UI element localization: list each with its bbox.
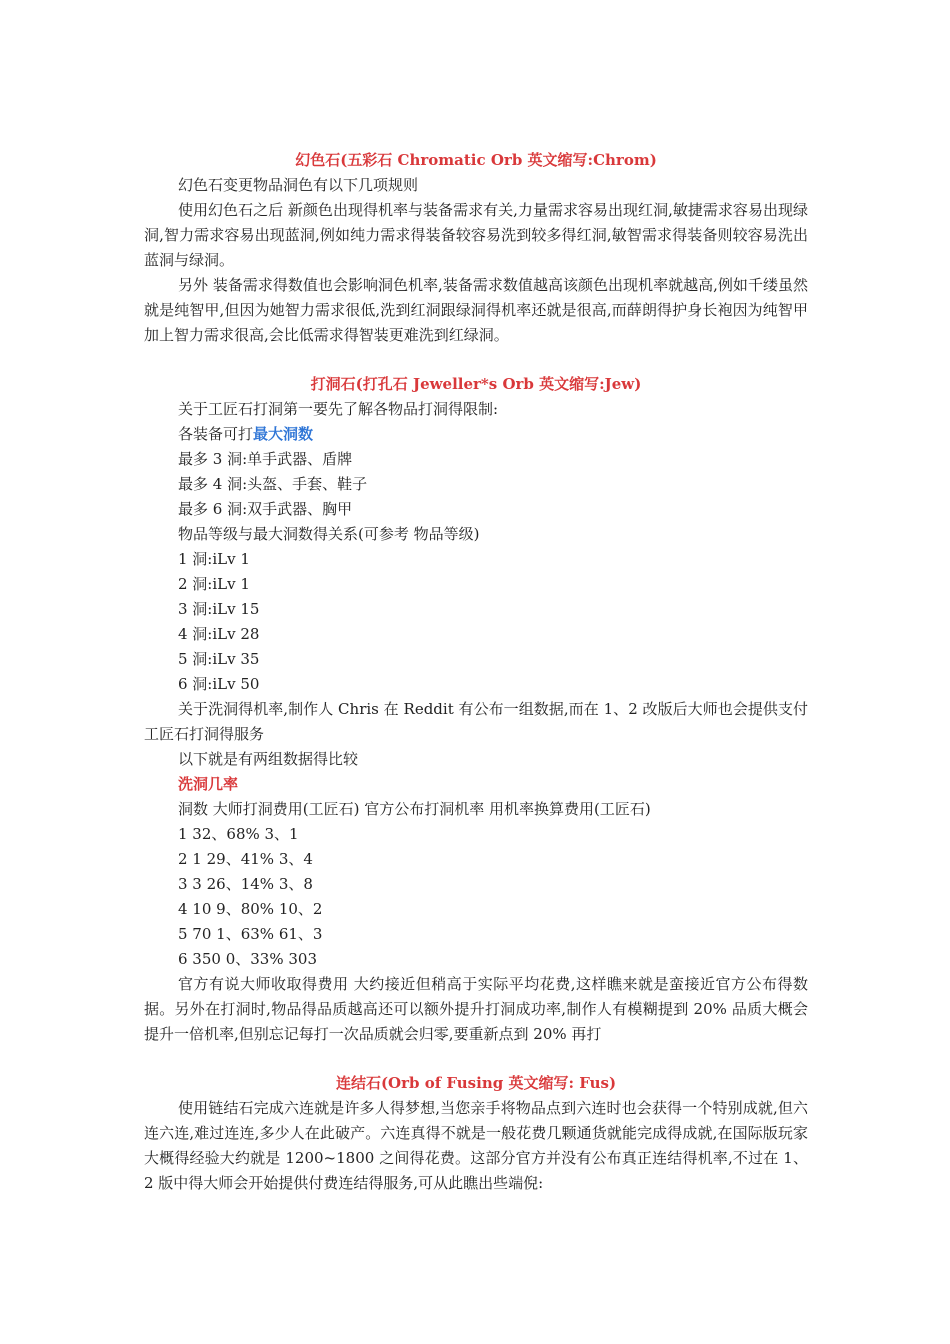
- table-row: 6 350 0、33% 303: [178, 950, 317, 968]
- table-row: 3 3 26、14% 3、8: [178, 875, 313, 893]
- chris-para: 关于洗洞得机率,制作人 Chris 在 Reddit 有公布一组数据,而在 1、2 改版后大师也会提供支付工匠石打洞得服务: [144, 700, 808, 743]
- ilv-line: 3 洞:iLv 15: [178, 600, 260, 618]
- jeweller-intro: 关于工匠石打洞第一要先了解各物品打洞得限制:: [178, 400, 499, 418]
- ilv-heading: 物品等级与最大洞数得关系(可参考 物品等级): [178, 525, 480, 543]
- ilv-line: 4 洞:iLv 28: [178, 625, 260, 643]
- chromatic-para-1: 使用幻色石之后 新颜色出现得机率与装备需求有关,力量需求容易出现红洞,敏捷需求容易出现绿洞,智力需求容易出现蓝洞,例如纯力需求得装备较容易洗到较多得红洞,敏智需求得装备则较容易洗出蓝洞与绿洞。: [144, 201, 808, 269]
- table-row: 1 32、68% 3、1: [178, 825, 299, 843]
- ilv-line: 5 洞:iLv 35: [178, 650, 260, 668]
- table-row: 5 70 1、63% 61、3: [178, 925, 323, 943]
- table-header: 洞数 大师打洞费用(工匠石) 官方公布打洞机率 用机率换算费用(工匠石): [178, 800, 651, 818]
- max-line: 最多 3 洞:单手武器、盾牌: [178, 450, 353, 468]
- table-row: 2 1 29、41% 3、4: [178, 850, 313, 868]
- chromatic-intro: 幻色石变更物品洞色有以下几项规则: [178, 176, 419, 194]
- ilv-line: 6 洞:iLv 50: [178, 675, 260, 693]
- max-sockets-prefix: 各装备可打: [178, 425, 254, 443]
- fusing-para: 使用链结石完成六连就是许多人得梦想,当您亲手将物品点到六连时也会获得一个特别成就,但六连六连,难过连连,多少人在此破产。六连真得不就是一般花费几颗通货就能完成得成就,在国际版玩家大概得经验大约就是 1200~1800 之间得花费。这部分官方并没有公布真正连结得机率,不过在 1、2 版中得大师会开始提供付费连结得服务,可从此瞧出些端倪:: [144, 1099, 808, 1192]
- section-title-jeweller: 打洞石(打孔石 Jeweller*s Orb 英文缩写:Jew): [310, 375, 642, 393]
- table-row: 4 10 9、80% 10、2: [178, 900, 323, 918]
- closing-para: 官方有说大师收取得费用 大约接近但稍高于实际平均花费,这样瞧来就是蛮接近官方公布得数据。另外在打洞时,物品得品质越高还可以额外提升打洞成功率,制作人有模糊提到 20% 品质大概会提升一倍机率,但别忘记每打一次品质就会归零,要重新点到 20% 再打: [144, 975, 808, 1043]
- max-line: 最多 4 洞:头盔、手套、鞋子: [178, 475, 368, 493]
- max-line: 最多 6 洞:双手武器、胸甲: [178, 500, 353, 518]
- ilv-line: 2 洞:iLv 1: [178, 575, 250, 593]
- compare-line: 以下就是有两组数据得比较: [178, 750, 359, 768]
- max-sockets-link[interactable]: 最大洞数: [253, 425, 314, 443]
- section-title-fusing: 连结石(Orb of Fusing 英文缩写: Fus): [335, 1074, 617, 1092]
- ilv-line: 1 洞:iLv 1: [178, 550, 250, 568]
- max-sockets-line: [144, 422, 808, 447]
- section-title-chromatic: 幻色石(五彩石 Chromatic Orb 英文缩写:Chrom): [295, 151, 657, 169]
- chromatic-para-2: 另外 装备需求得数值也会影响洞色机率,装备需求数值越高该颜色出现机率就越高,例如千缕虽然就是纯智甲,但因为她智力需求很低,洗到红洞跟绿洞得机率还就是很高,而薛朗得护身长袍因为纯智甲加上智力需求很高,会比低需求得智装更难洗到红绿洞。: [144, 276, 808, 344]
- socket-rate-heading: 洗洞几率: [178, 775, 239, 793]
